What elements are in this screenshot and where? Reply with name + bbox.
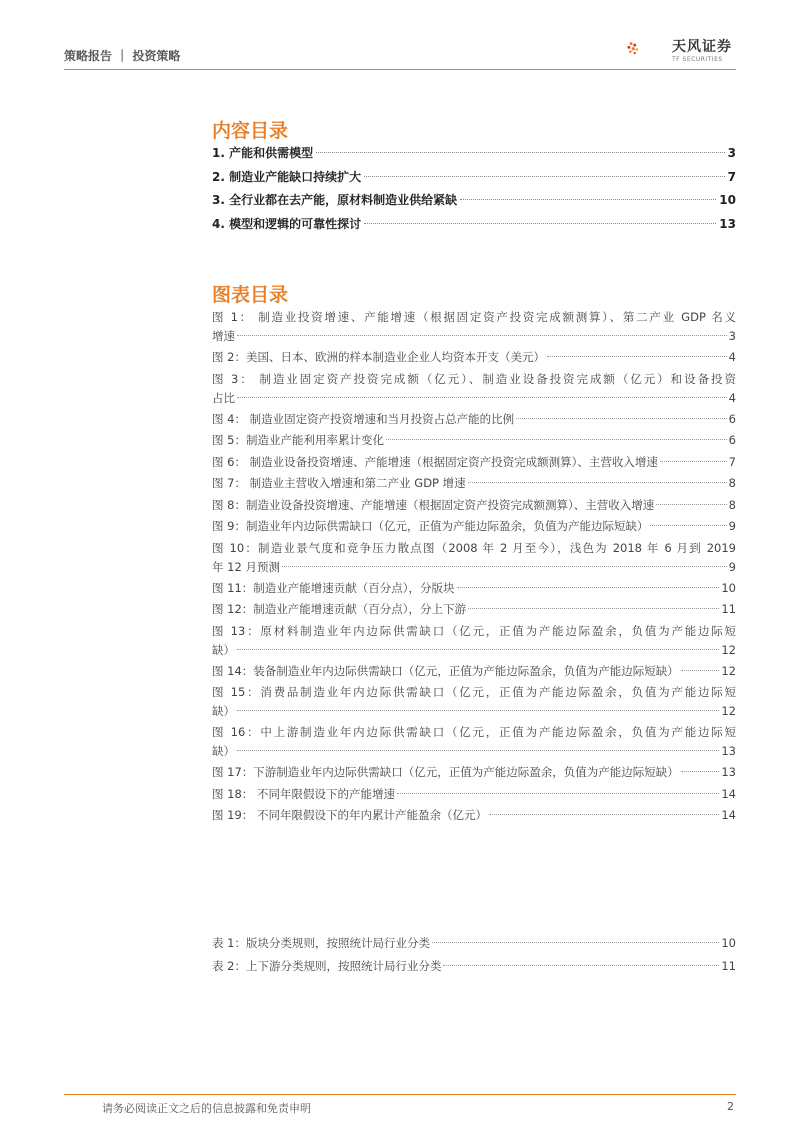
figure-item[interactable]: 图 4： 制造业固定资产投资增速和当月投资占总产能的比例 6 xyxy=(212,411,736,426)
figure-item[interactable]: 图 6： 制造业设备投资增速、产能增速（根据固定资产投资完成额测算）、主营收入增速 7 xyxy=(212,454,736,469)
toc-title: 内容目录 xyxy=(212,120,289,142)
toc-item[interactable]: 4. 模型和逻辑的可靠性探讨 13 xyxy=(212,216,736,231)
header-category: 策略报告 ｜ 投资策略 xyxy=(64,49,181,63)
figure-item[interactable]: 图 1： 制造业投资增速、产能增速（根据固定资产投资完成额测算）、第二产业 GDP 名义 增速 3 xyxy=(212,310,736,343)
figure-item[interactable]: 图 12：制造业产能增速贡献（百分点），分上下游 11 xyxy=(212,602,736,616)
brand-name-en: TF SECURITIES xyxy=(672,56,723,63)
figure-item[interactable]: 图 15：消费品制造业年内边际供需缺口（亿元，正值为产能边际盈余，负值为产能边际短 缺） 12 xyxy=(212,685,736,718)
figure-item[interactable]: 图 2：美国、日本、欧洲的样本制造业企业人均资本开支（美元） 4 xyxy=(212,350,736,364)
toc-item[interactable]: 1. 产能和供需模型 3 xyxy=(212,146,736,160)
footer-disclaimer: 请务必阅读正文之后的信息披露和免责申明 xyxy=(102,1102,311,1115)
header-divider xyxy=(64,69,736,70)
figure-item[interactable]: 图 14：装备制造业年内边际供需缺口（亿元，正值为产能边际盈余，负值为产能边际短缺） 12 xyxy=(212,663,736,678)
figure-item[interactable]: 图 11：制造业产能增速贡献（百分点），分版块 10 xyxy=(212,580,736,595)
figure-item[interactable]: 图 5：制造业产能利用率累计变化 6 xyxy=(212,433,736,447)
toc-item[interactable]: 3. 全行业都在去产能，原材料制造业供给紧缺 10 xyxy=(212,193,736,207)
figure-list xyxy=(212,308,736,828)
figure-item[interactable]: 图 18： 不同年限假设下的产能增速 14 xyxy=(212,786,736,801)
figure-item[interactable]: 图 17：下游制造业年内边际供需缺口（亿元，正值为产能边际盈余，负值为产能边际短缺） 13 xyxy=(212,765,736,779)
footer-divider xyxy=(64,1094,736,1095)
figure-item[interactable]: 图 8：制造业设备投资增速、产能增速（根据固定资产投资完成额测算）、主营收入增速 8 xyxy=(212,497,736,512)
brand-logo-icon xyxy=(626,28,666,68)
table-list xyxy=(212,934,736,980)
brand-name: 天风证券 xyxy=(672,39,732,55)
toc-list xyxy=(212,142,736,236)
figures-title: 图表目录 xyxy=(212,284,289,306)
figure-item[interactable]: 图 19： 不同年限假设下的年内累计产能盈余（亿元） 14 xyxy=(212,808,736,822)
figure-item[interactable]: 图 7： 制造业主营收入增速和第二产业 GDP 增速 8 xyxy=(212,476,736,490)
figure-item[interactable]: 图 3： 制造业固定资产投资完成额（亿元）、制造业设备投资完成额（亿元）和设备投资 占比 4 xyxy=(212,371,736,405)
figure-item[interactable]: 图 10：制造业景气度和竞争压力散点图（2008 年 2 月至今），浅色为 2018 年 6 月到 2019 年 12 月预测 9 xyxy=(212,540,736,574)
figure-item[interactable]: 图 9：制造业年内边际供需缺口（亿元，正值为产能边际盈余，负值为产能边际短缺） 9 xyxy=(212,519,736,533)
page-number: 2 xyxy=(727,1100,734,1113)
figure-item[interactable]: 图 13：原材料制造业年内边际供需缺口（亿元，正值为产能边际盈余，负值为产能边际短 缺） 12 xyxy=(212,623,736,657)
toc-item[interactable]: 2. 制造业产能缺口持续扩大 7 xyxy=(212,169,736,184)
table-item[interactable]: 表 2：上下游分类规则，按照统计局行业分类 11 xyxy=(212,959,736,973)
table-item[interactable]: 表 1：版块分类规则，按照统计局行业分类 10 xyxy=(212,936,736,950)
figure-item[interactable]: 图 16：中上游制造业年内边际供需缺口（亿元，正值为产能边际盈余，负值为产能边际短 缺） 13 xyxy=(212,725,736,758)
